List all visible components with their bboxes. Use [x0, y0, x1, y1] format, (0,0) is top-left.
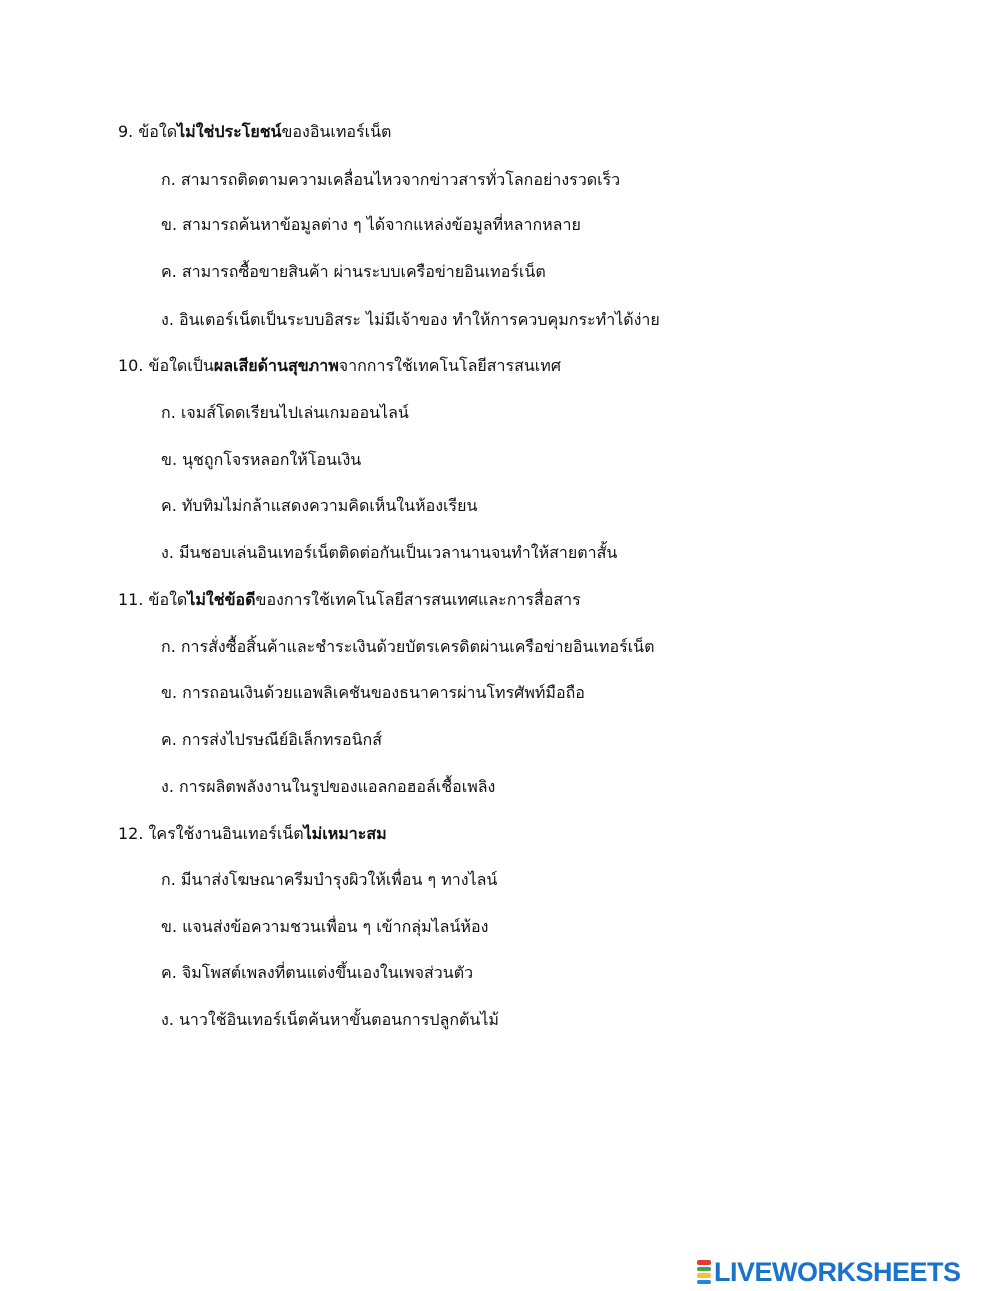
choice-9-c[interactable]: ค. สามารถซื้อขายสินค้า ผ่านระบบเครือข่ายอินเทอร์เน็ต	[161, 262, 546, 281]
question-emphasis: ไม่เหมาะสม	[303, 824, 387, 843]
choice-10-d[interactable]: ง. มีนชอบเล่นอินเทอร์เน็ตติดต่อกันเป็นเวลานานจนทำให้สายตาสั้น	[161, 543, 618, 562]
choice-10-b[interactable]: ข. นุชถูกโจรหลอกให้โอนเงิน	[161, 450, 362, 469]
question-text-post: ของการใช้เทคโนโลยีสารสนเทศและการสื่อสาร	[255, 590, 581, 609]
choice-11-c[interactable]: ค. การส่งไปรษณีย์อิเล็กทรอนิกส์	[161, 730, 382, 749]
logo-text: LIVEWORKSHEETS	[714, 1257, 961, 1287]
question-text-pre: ข้อใด	[148, 590, 188, 609]
choice-11-b[interactable]: ข. การถอนเงินด้วยแอพลิเคชันของธนาคารผ่านโทรศัพท์มือถือ	[161, 683, 585, 702]
question-9	[118, 121, 391, 143]
question-10	[118, 355, 561, 377]
choice-9-b[interactable]: ข. สามารถค้นหาข้อมูลต่าง ๆ ได้จากแหล่งข้อมูลที่หลากหลาย	[161, 215, 581, 234]
question-text-post: จากการใช้เทคโนโลยีสารสนเทศ	[338, 356, 561, 375]
choice-12-a[interactable]: ก. มีนาส่งโฆษณาครีมบำรุงผิวให้เพื่อน ๆ ทางไลน์	[161, 870, 498, 889]
question-emphasis: ไม่ใช่ข้อดี	[187, 590, 256, 609]
choice-11-d[interactable]: ง. การผลิตพลังงานในรูปของแอลกอฮอล์เชื้อเพลิง	[161, 777, 496, 796]
choice-9-a[interactable]: ก. สามารถติดตามความเคลื่อนไหวจากข่าวสารทั่วโลกอย่างรวดเร็ว	[161, 170, 621, 189]
question-text-post: ของอินเทอร์เน็ต	[281, 122, 392, 141]
question-text-pre: ข้อใด	[138, 122, 178, 141]
question-11	[118, 589, 581, 611]
liveworksheets-logo[interactable]	[697, 1257, 961, 1287]
question-text-pre: ใครใช้งานอินเทอร์เน็ต	[148, 824, 304, 843]
choice-12-b[interactable]: ข. แจนส่งข้อความชวนเพื่อน ๆ เข้ากลุ่มไลน์ห้อง	[161, 917, 489, 936]
logo-badge-segment	[697, 1273, 711, 1278]
choice-10-c[interactable]: ค. ทับทิมไม่กล้าแสดงความคิดเห็นในห้องเรียน	[161, 496, 478, 515]
choice-10-a[interactable]: ก. เจมส์โดดเรียนไปเล่นเกมออนไลน์	[161, 403, 409, 422]
question-number: 12.	[118, 824, 144, 843]
question-12	[118, 823, 387, 845]
question-number: 10.	[118, 356, 144, 375]
logo-badge-segment	[697, 1280, 711, 1285]
question-emphasis: ไม่ใช่ประโยชน์	[177, 122, 282, 141]
question-number: 9.	[118, 122, 134, 141]
choice-12-d[interactable]: ง. นาวใช้อินเทอร์เน็ตค้นหาขั้นตอนการปลูกต้นไม้	[161, 1010, 499, 1029]
choice-11-a[interactable]: ก. การสั่งซื้อสิ้นค้าและชำระเงินด้วยบัตรเครดิตผ่านเครือข่ายอินเทอร์เน็ต	[161, 637, 655, 656]
choice-12-c[interactable]: ค. จิมโพสต์เพลงที่ตนแต่งขึ้นเองในเพจส่วนตัว	[161, 963, 474, 982]
logo-badge-segment	[697, 1260, 711, 1265]
logo-badge-segment	[697, 1267, 711, 1272]
logo-badge-icon	[697, 1259, 711, 1285]
question-text-pre: ข้อใดเป็น	[148, 356, 214, 375]
question-emphasis: ผลเสียด้านสุขภาพ	[213, 356, 339, 375]
choice-9-d[interactable]: ง. อินเตอร์เน็ตเป็นระบบอิสระ ไม่มีเจ้าของ ทำให้การควบคุมกระทำได้ง่าย	[161, 310, 660, 329]
question-number: 11.	[118, 590, 144, 609]
